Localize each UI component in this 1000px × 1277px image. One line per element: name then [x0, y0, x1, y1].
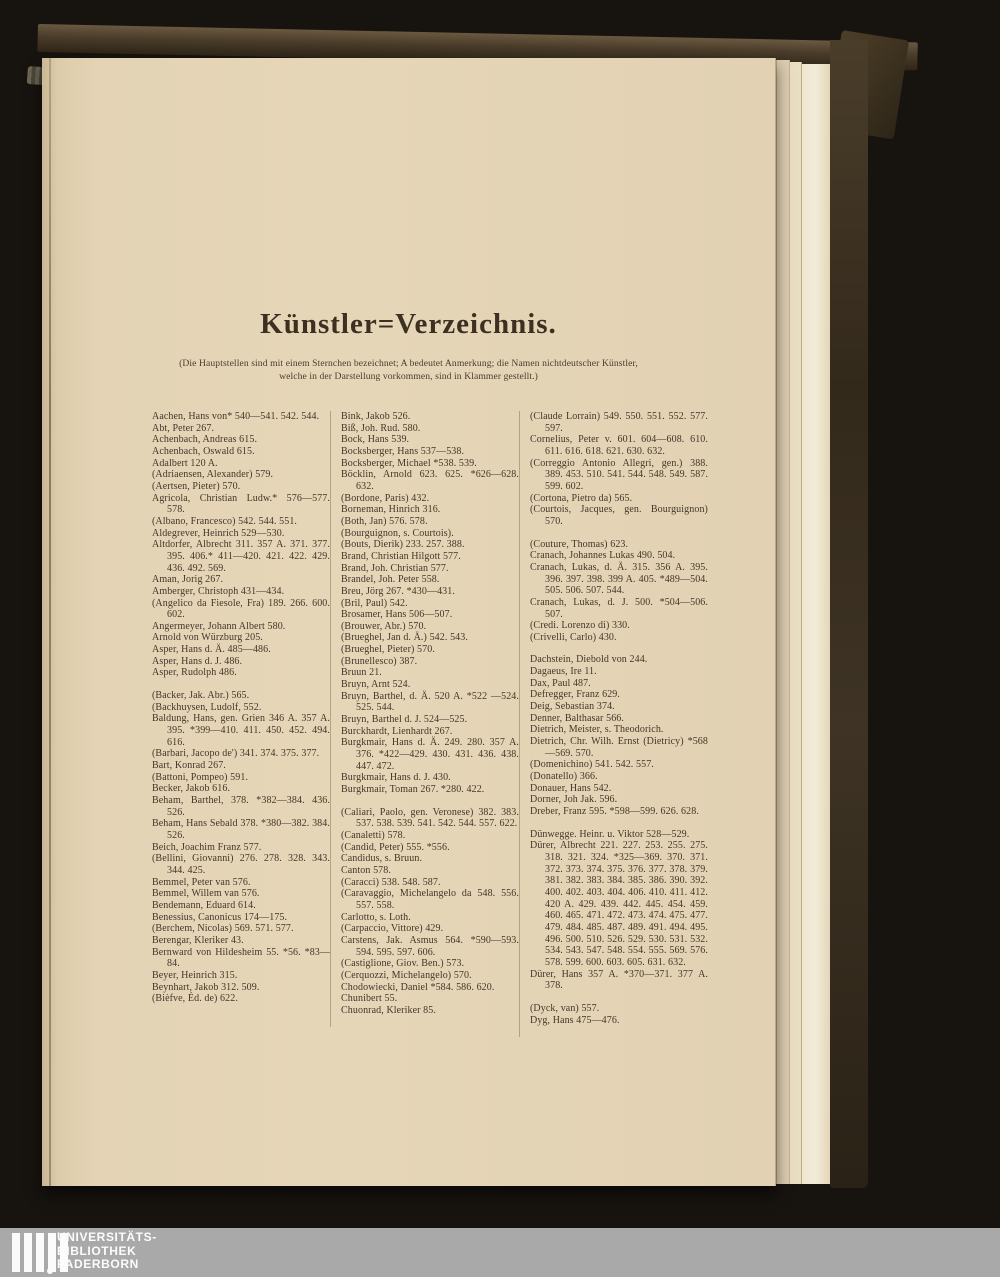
index-note-line: (Die Hauptstellen sind mit einem Sternchen bezeichnet; A bedeutet Anmerkung; die Namen nichtdeutscher Künstler,	[179, 358, 638, 369]
page-fore-edge	[790, 62, 802, 1184]
index-entry: Altdorfer, Albrecht 311. 357 A. 371. 377. 395. 406.* 411—420. 421. 422. 429. 436. 492. 569.	[152, 539, 330, 574]
index-entry: (Bordone, Paris) 432.	[341, 492, 430, 504]
index-entry: (Caliari, Paolo, gen. Veronese) 382. 383. 537. 538. 539. 541. 542. 544. 557. 622.	[341, 806, 519, 830]
index-entry: Cranach, Johannes Lukas 490. 504.	[530, 550, 676, 562]
index-entry: Bruyn, Arnt 524.	[341, 679, 411, 691]
index-entry: (Angelico da Fiesole, Fra) 189. 266. 600. 602.	[152, 597, 330, 621]
page-gutter-line	[49, 58, 51, 1186]
index-entry: (Adriaensen, Alexander) 579.	[152, 469, 274, 481]
library-footer-band	[0, 1228, 1000, 1277]
library-logo-dot-icon	[47, 1268, 53, 1274]
index-entry: Amberger, Christoph 431—434.	[152, 585, 285, 597]
index-entry: Beham, Barthel, 378. *382—384. 436. 526.	[152, 795, 330, 818]
index-entry: (Berchem, Nicolas) 569. 571. 577.	[152, 923, 294, 935]
index-entry: Chodowiecki, Daniel *584. 586. 620.	[341, 981, 495, 993]
index-entry: Achenbach, Oswald 615.	[152, 445, 255, 457]
index-entry: Cornelius, Peter v. 601. 604—608. 610. 611. 616. 618. 621. 630. 632.	[530, 434, 708, 457]
index-entry: (Candid, Peter) 555. *556.	[341, 841, 450, 853]
index-entry: Brand, Christian Hilgott 577.	[341, 550, 461, 562]
index-entry: (Barbari, Jacopo de') 341. 374. 375. 377.	[152, 748, 320, 760]
index-entry: Chunibert 55.	[341, 993, 398, 1005]
index-entry: Bruyn, Barthel, d. Ä. 520 A. *522 —524. 525. 544.	[341, 690, 519, 714]
index-entry: Cranach, Lukas, d. Ä. 315. 356 A. 395. 396. 397. 398. 399 A. 405. *489—504. 505. 506. 507. 544.	[530, 561, 708, 597]
index-entry: Bruyn, Barthel d. J. 524—525.	[341, 714, 468, 726]
index-entry: (Castiglione, Giov. Ben.) 573.	[341, 958, 465, 970]
index-entry: Dürer, Hans 357 A. *370—371. 377 A. 378.	[530, 968, 708, 992]
index-entry: Burgkmair, Hans d. J. 430.	[341, 772, 451, 784]
library-name-line: PADERBORN	[57, 1257, 139, 1271]
index-entry: Achenbach, Andreas 615.	[152, 434, 258, 446]
index-entry: (Cortona, Pietro da) 565.	[530, 492, 633, 504]
index-entry: Bocksberger, Hans 537—538.	[341, 445, 465, 457]
index-entry: (Bellini, Giovanni) 276. 278. 328. 343. 344. 425.	[152, 853, 330, 876]
index-entry: (Albano, Francesco) 542. 544. 551.	[152, 515, 298, 527]
index-entry: (Domenichino) 541. 542. 557.	[530, 759, 654, 771]
index-entry: Beynhart, Jakob 312. 509.	[152, 981, 260, 993]
index-entry: (Bril, Paul) 542.	[341, 597, 408, 609]
index-entry: Carlotto, s. Loth.	[341, 911, 411, 923]
index-entry: Dietrich, Chr. Wilh. Ernst (Dietricy) *568—569. 570.	[530, 736, 708, 759]
index-entry: (Both, Jan) 576. 578.	[341, 515, 428, 527]
index-entry: Becker, Jakob 616.	[152, 783, 231, 795]
index-entry: Dagaeus, Ire 11.	[530, 666, 597, 678]
index-entry: Arnold von Würzburg 205.	[152, 632, 263, 644]
index-entry: (Claude Lorrain) 549. 550. 551. 552. 577. 597.	[530, 411, 708, 434]
index-entry: Bernward von Hildesheim 55. *56. *83—84.	[152, 946, 330, 970]
book-page	[42, 58, 776, 1186]
index-entry: Borneman, Hinrich 316.	[341, 504, 441, 516]
index-entry: Baldung, Hans, gen. Grien 346 A. 357 A. 395. *399—410. 411. 450. 452. 494. 616.	[152, 713, 330, 748]
index-entry: Dietrich, Meister, s. Theodorich.	[530, 724, 664, 736]
index-entry: (Bièfve, Éd. de) 622.	[152, 993, 238, 1005]
index-entry: Canton 578.	[341, 864, 391, 876]
index-column-3	[519, 411, 708, 1037]
index-entry: Dünwegge. Heinr. u. Viktor 528—529.	[530, 828, 690, 840]
index-entry: Burckhardt, Lienhardt 267.	[341, 725, 453, 737]
index-entry: (Brueghel, Pieter) 570.	[341, 644, 435, 656]
index-entry: Biß, Joh. Rud. 580.	[341, 422, 421, 434]
index-entry: Agricola, Christian Ludw.* 576—577. 578.	[152, 492, 330, 516]
index-entry: Adalbert 120 A.	[152, 457, 218, 469]
index-entry: Bruun 21.	[341, 667, 382, 679]
index-entry: Dürer, Albrecht 221. 227. 253. 255. 275. 318. 321. 324. *325—369. 370. 371. 372. 373. 374. 375. 376. 377. 378. 379. 381. 382. 383. 384. 385. 386. 390. 392. 400. 402. 403. 404. 406. 410. 411. 412. 420 A. 429. 439. 442. 445. 454. 459. 460. 465. 471. 472. 473. 474. 475. 477. 479. 484. 485. 487. 489. 491. 494. 495. 496. 500. 510. 526. 529. 530. 531. 532. 534. 543. 547. 548. 554. 555. 569. 576. 578. 599. 600. 603. 605. 631. 632.	[530, 840, 708, 968]
page-fore-edge	[802, 64, 830, 1184]
index-entry: Beich, Joachim Franz 577.	[152, 841, 262, 853]
index-entry: (Credi. Lorenzo di) 330.	[530, 620, 630, 632]
index-entry: Bink, Jakob 526.	[341, 411, 411, 422]
index-entry: Asper, Hans d. Ä. 485—486.	[152, 644, 271, 656]
library-name	[57, 1231, 157, 1272]
index-entry: Brand, Joh. Christian 577.	[341, 562, 449, 574]
index-entry: (Aertsen, Pieter) 570.	[152, 480, 241, 492]
index-entry: Bart, Konrad 267.	[152, 760, 226, 772]
index-entry: (Backer, Jak. Abr.) 565.	[152, 690, 250, 702]
index-entry: Bendemann, Eduard 614.	[152, 899, 256, 911]
index-entry: Candidus, s. Bruun.	[341, 853, 423, 865]
index-entry: Brosamer, Hans 506—507.	[341, 609, 453, 621]
index-entry: Asper, Rudolph 486.	[152, 667, 237, 679]
library-name-line: BIBLIOTHEK	[57, 1243, 137, 1258]
index-entry: Aman, Jorig 267.	[152, 574, 224, 586]
index-entry: (Couture, Thomas) 623.	[530, 538, 629, 550]
index-entry: (Bourguignon, s. Courtois).	[341, 527, 454, 539]
index-entry: Angermeyer, Johann Albert 580.	[152, 620, 286, 632]
index-entry: Bemmel, Willem van 576.	[152, 888, 260, 900]
index-entry: Denner, Balthasar 566.	[530, 712, 624, 724]
book-cover-right-edge	[830, 40, 868, 1188]
index-entry: (Brunellesco) 387.	[341, 655, 418, 667]
index-entry: Chuonrad, Kleriker 85.	[341, 1004, 436, 1016]
index-entry: (Caravaggio, Michelangelo da 548. 556. 557. 558.	[341, 888, 519, 911]
index-entry: (Canaletti) 578.	[341, 829, 406, 841]
index-entry: Carstens, Jak. Asmus 564. *590—593. 594. 595. 597. 606.	[341, 934, 519, 958]
index-entry: Dorner, Joh Jak. 596.	[530, 794, 618, 806]
index-entry: (Dyck, van) 557.	[530, 1002, 600, 1014]
index-entry: (Bouts, Dierik) 233. 257. 388.	[341, 539, 465, 551]
index-entry: Beham, Hans Sebald 378. *380—382. 384. 526.	[152, 818, 330, 841]
index-entry: Donauer, Hans 542.	[530, 782, 612, 794]
index-entry: Aachen, Hans von* 540—541. 542. 544.	[152, 411, 320, 422]
index-entry: (Battoni, Pompeo) 591.	[152, 771, 249, 783]
index-note-line: welche in der Darstellung vorkommen, sind in Klammer gestellt.)	[279, 371, 538, 382]
index-entry: (Backhuysen, Ludolf, 552.	[152, 701, 262, 713]
index-entry: (Caracci) 538. 548. 587.	[341, 876, 441, 888]
index-entry: Burgkmair, Toman 267. *280. 422.	[341, 784, 485, 795]
index-entry: Dachstein, Diebold von 244.	[530, 654, 648, 666]
index-entry: (Crivelli, Carlo) 430.	[530, 631, 617, 643]
index-entry: Breu, Jörg 267. *430—431.	[341, 585, 455, 597]
index-entry: Beyer, Heinrich 315.	[152, 969, 238, 981]
index-note	[42, 357, 775, 383]
index-column-2	[330, 411, 519, 1027]
index-entry: Deig, Sebastian 374.	[530, 701, 615, 713]
index-columns	[152, 411, 708, 1037]
index-entry: Asper, Hans d. J. 486.	[152, 655, 243, 667]
index-entry: Benessius, Canonicus 174—175.	[152, 911, 288, 923]
index-entry: Aldegrever, Heinrich 529—530.	[152, 527, 285, 539]
index-entry: Dyg, Hans 475—476.	[530, 1014, 620, 1026]
page-fore-edge	[776, 60, 790, 1184]
index-entry: Bemmel, Peter van 576.	[152, 876, 251, 888]
index-entry: Berengar, Kleriker 43.	[152, 934, 244, 946]
index-entry: (Courtois, Jacques, gen. Bourguignon) 570.	[530, 504, 708, 527]
index-entry: Bock, Hans 539.	[341, 434, 410, 446]
index-entry: (Carpaccio, Vittore) 429.	[341, 923, 444, 935]
library-name-line: UNIVERSITÄTS-	[57, 1230, 157, 1244]
index-entry: (Cerquozzi, Michelangelo) 570.	[341, 969, 472, 981]
index-entry: Brandel, Joh. Peter 558.	[341, 574, 440, 586]
index-entry: Defregger, Franz 629.	[530, 689, 620, 701]
index-entry: Burgkmair, Hans d. Ä. 249. 280. 357 A. 376. *422—429. 430. 431. 436. 438. 447. 472.	[341, 737, 519, 772]
index-entry: Abt, Peter 267.	[152, 422, 215, 434]
index-entry: Cranach, Lukas, d. J. 500. *504—506. 507.	[530, 596, 708, 620]
index-entry: (Brueghel, Jan d. Ä.) 542. 543.	[341, 632, 468, 644]
page-title: Künstler=Verzeichnis.	[260, 308, 557, 340]
index-entry: (Donatello) 366.	[530, 771, 598, 783]
index-entry: Dax, Paul 487.	[530, 677, 591, 689]
index-column-1	[152, 411, 330, 1016]
index-entry: (Brouwer, Abr.) 570.	[341, 620, 427, 632]
index-entry: Bocksberger, Michael *538. 539.	[341, 457, 477, 469]
index-entry: Böcklin, Arnold 623. 625. *626—628. 632.	[341, 469, 519, 492]
index-entry: (Correggio Antonio Allegri, gen.) 388. 389. 453. 510. 541. 544. 548. 549. 587. 599. 602.	[530, 457, 708, 492]
index-entry: Dreber, Franz 595. *598—599. 626. 628.	[530, 806, 699, 817]
